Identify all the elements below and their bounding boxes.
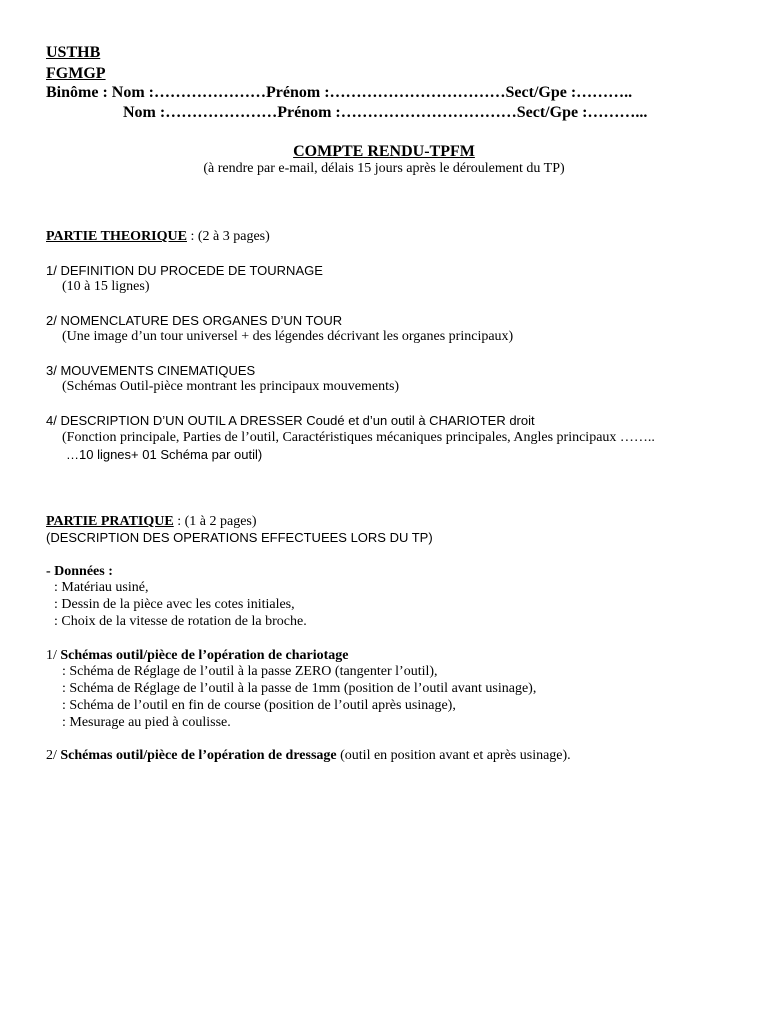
operation-2-number: 2/ [46, 748, 61, 763]
theory-item-4-line-1: (Fonction principale, Parties de l’outil, Caractéristiques mécaniques principales, Angles principaux …….. [62, 430, 655, 445]
practice-heading [46, 514, 257, 530]
theory-item-4-line-2: …10 lignes+ 01 Schéma par outil) [66, 447, 263, 462]
donnees-item: : Dessin de la pièce avec les cotes initiales, [54, 597, 295, 612]
theory-item-1-title: 1/ DEFINITION DU PROCEDE DE TOURNAGE [46, 263, 323, 278]
faculty-name: FGMGP [46, 65, 106, 82]
operation-1-item: : Schéma de l’outil en fin de course (position de l’outil après usinage), [62, 698, 456, 713]
operation-1-item: : Schéma de Réglage de l’outil à la passe de 1mm (position de l’outil avant usinage), [62, 681, 537, 696]
binome-line-2: Nom :…………………Prénom :……………………………Sect/Gpe :………... [123, 104, 648, 121]
theory-heading-label: PARTIE THEORIQUE [46, 229, 187, 244]
operation-1-label: Schémas outil/pièce de l’opération de chariotage [60, 648, 349, 663]
operation-1-item: : Mesurage au pied à coulisse. [62, 715, 231, 730]
donnees-item: : Choix de la vitesse de rotation de la broche. [54, 614, 307, 629]
theory-item-2-line: (Une image d’un tour universel + des légendes décrivant les organes principaux) [62, 329, 514, 344]
report-title: COMPTE RENDU-TPFM [293, 143, 475, 160]
operation-2-note: (outil en position avant et après usinage). [336, 748, 571, 763]
donnees-label: - Données : [46, 564, 113, 579]
practice-description: (DESCRIPTION DES OPERATIONS EFFECTUEES LORS DU TP) [46, 530, 433, 545]
operation-2-label: Schémas outil/pièce de l’opération de dressage [60, 748, 337, 763]
operation-2-title [46, 748, 571, 764]
theory-item-3-line: (Schémas Outil-pièce montrant les principaux mouvements) [62, 379, 400, 394]
binome-line-1 [46, 84, 632, 102]
theory-item-3-title: 3/ MOUVEMENTS CINEMATIQUES [46, 363, 256, 378]
theory-item-4-title: 4/ DESCRIPTION D’UN OUTIL A DRESSER Coudé et d’un outil à CHARIOTER droit [46, 413, 535, 428]
university-name: USTHB [46, 44, 101, 61]
member-1-fields: Nom :…………………Prénom :……………………………Sect/Gpe :……….. [107, 84, 633, 101]
practice-heading-label: PARTIE PRATIQUE [46, 514, 174, 529]
theory-item-2-title: 2/ NOMENCLATURE DES ORGANES D’UN TOUR [46, 313, 343, 328]
theory-item-1-line: (10 à 15 lignes) [62, 279, 150, 294]
theory-heading [46, 229, 270, 245]
operation-1-number: 1/ [46, 648, 61, 663]
binome-label: Binôme : [46, 84, 108, 101]
donnees-item: : Matériau usiné, [54, 580, 149, 595]
operation-1-item: : Schéma de Réglage de l’outil à la passe ZERO (tangenter l’outil), [62, 664, 438, 679]
report-subtitle: (à rendre par e-mail, délais 15 jours après le déroulement du TP) [203, 161, 565, 176]
operation-1-title [46, 648, 349, 664]
theory-heading-note: : (2 à 3 pages) [186, 229, 270, 244]
practice-heading-note: : (1 à 2 pages) [173, 514, 257, 529]
